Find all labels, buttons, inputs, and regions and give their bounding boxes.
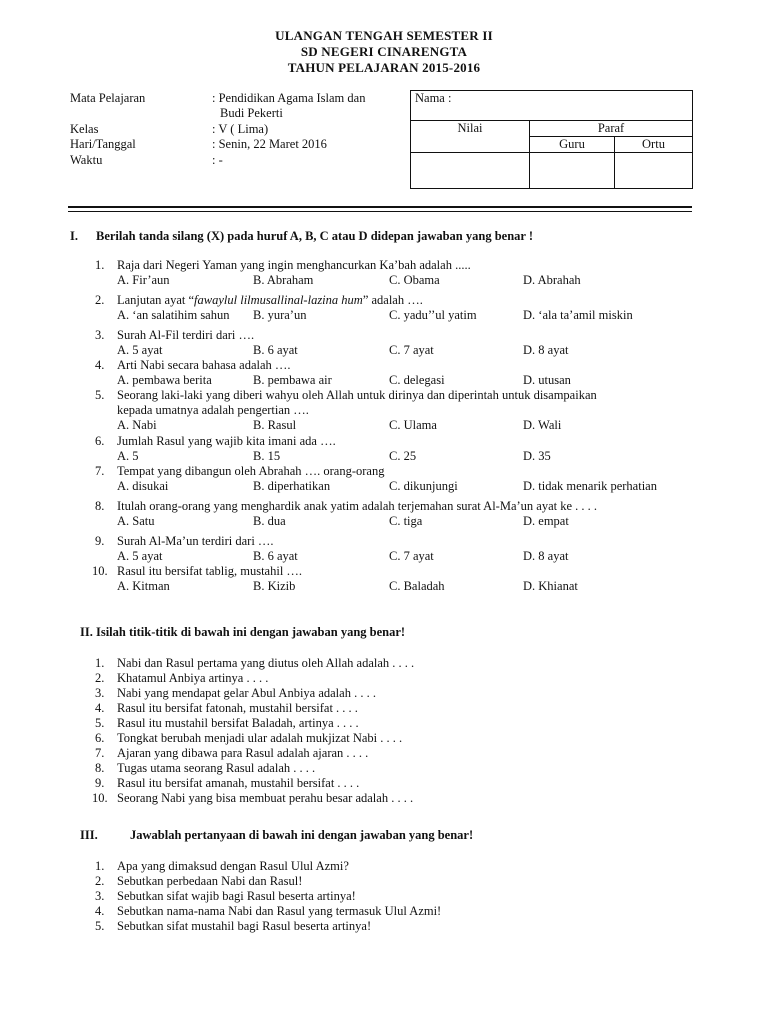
paraf-header: Paraf bbox=[530, 121, 693, 137]
q-number: 7. bbox=[95, 464, 105, 478]
q-number: 3. bbox=[95, 328, 105, 342]
name-label: Nama : bbox=[415, 91, 452, 105]
option-a[interactable]: A. 5 ayat bbox=[117, 549, 163, 563]
item-number: 2. bbox=[95, 874, 105, 888]
option-c[interactable]: C. delegasi bbox=[389, 373, 445, 387]
q-text: Surah Al-Ma’un terdiri dari …. bbox=[117, 534, 274, 548]
option-c[interactable]: C. tiga bbox=[389, 514, 423, 528]
fill-in-item: Rasul itu bersifat fatonah, mustahil bersifat . . . . bbox=[117, 701, 358, 715]
name-field[interactable] bbox=[411, 91, 693, 121]
option-b[interactable]: B. Abraham bbox=[253, 273, 314, 287]
section1-numeral: I. bbox=[70, 229, 78, 243]
divider-thin bbox=[68, 211, 692, 212]
essay-question: Sebutkan perbedaan Nabi dan Rasul! bbox=[117, 874, 303, 888]
option-a[interactable]: A. Nabi bbox=[117, 418, 157, 432]
guru-header: Guru bbox=[530, 137, 615, 153]
q-number: 4. bbox=[95, 358, 105, 372]
option-d[interactable]: D. utusan bbox=[523, 373, 571, 387]
option-b[interactable]: B. 15 bbox=[253, 449, 281, 463]
option-a[interactable]: A. disukai bbox=[117, 479, 169, 493]
q-text: Seorang laki-laki yang diberi wahyu oleh Allah untuk dirinya dan diperintah untuk disampaikan bbox=[117, 388, 597, 402]
subject-label: Mata Pelajaran bbox=[70, 91, 146, 105]
option-c[interactable]: C. Ulama bbox=[389, 418, 437, 432]
q-number: 6. bbox=[95, 434, 105, 448]
q-text: Tempat yang dibangun oleh Abrahah …. orang-orang bbox=[117, 464, 385, 478]
item-number: 1. bbox=[95, 859, 105, 873]
essay-question: Sebutkan sifat mustahil bagi Rasul beserta artinya! bbox=[117, 919, 372, 933]
fill-in-item: Nabi yang mendapat gelar Abul Anbiya adalah . . . . bbox=[117, 686, 376, 700]
time-label: Waktu bbox=[70, 153, 103, 167]
q-text: Itulah orang-orang yang menghardik anak yatim adalah terjemahan surat Al-Ma’un ayat ke . . . . bbox=[117, 499, 598, 513]
option-c[interactable]: C. Baladah bbox=[389, 579, 445, 593]
q-text: Jumlah Rasul yang wajib kita imani ada …. bbox=[117, 434, 336, 448]
q-text: Surah Al-Fil terdiri dari …. bbox=[117, 328, 255, 342]
q-text: Lanjutan ayat “fawaylul lilmusallinal-lazina hum” adalah …. bbox=[117, 293, 423, 307]
item-number: 3. bbox=[95, 889, 105, 903]
q-number: 10. bbox=[92, 564, 108, 578]
school-name: SD NEGERI CINARENGTA bbox=[300, 44, 468, 59]
option-a[interactable]: A. Fir’aun bbox=[117, 273, 170, 287]
subject-value: : Pendidikan Agama Islam dan bbox=[212, 91, 366, 105]
fill-in-item: Tugas utama seorang Rasul adalah . . . . bbox=[117, 761, 316, 775]
section3-title: Jawablah pertanyaan di bawah ini dengan jawaban yang benar! bbox=[130, 828, 474, 842]
q-text: Raja dari Negeri Yaman yang ingin menghancurkan Ka’bah adalah ..... bbox=[117, 258, 471, 272]
fill-in-item: Ajaran yang dibawa para Rasul adalah ajaran . . . . bbox=[117, 746, 369, 760]
option-b[interactable]: B. Rasul bbox=[253, 418, 297, 432]
option-c[interactable]: C. 7 ayat bbox=[389, 343, 434, 357]
q-text-cont: kepada umatnya adalah pengertian …. bbox=[117, 403, 309, 417]
subject-value-cont: Budi Pekerti bbox=[220, 106, 283, 120]
exam-title: ULANGAN TENGAH SEMESTER II bbox=[275, 28, 493, 43]
q-text: Rasul itu bersifat tablig, mustahil …. bbox=[117, 564, 303, 578]
item-number: 4. bbox=[95, 904, 105, 918]
option-a[interactable]: A. Satu bbox=[117, 514, 155, 528]
item-number: 10. bbox=[92, 791, 108, 805]
option-d[interactable]: D. tidak menarik perhatian bbox=[523, 479, 657, 493]
option-d[interactable]: D. 35 bbox=[523, 449, 551, 463]
option-b[interactable]: B. Kizib bbox=[253, 579, 296, 593]
section1-title: Berilah tanda silang (X) pada huruf A, B, C atau D didepan jawaban yang benar ! bbox=[96, 229, 534, 243]
option-a[interactable]: A. ‘an salatihim sahun bbox=[117, 308, 230, 322]
option-a[interactable]: A. 5 bbox=[117, 449, 139, 463]
option-c[interactable]: C. 25 bbox=[389, 449, 417, 463]
score-box bbox=[410, 90, 693, 189]
option-d[interactable]: D. Wali bbox=[523, 418, 562, 432]
section2-title: II. Isilah titik-titik di bawah ini dengan jawaban yang benar! bbox=[80, 625, 406, 639]
option-c[interactable]: C. dikunjungi bbox=[389, 479, 458, 493]
item-number: 4. bbox=[95, 701, 105, 715]
option-d[interactable]: D. Abrahah bbox=[523, 273, 581, 287]
option-a[interactable]: A. 5 ayat bbox=[117, 343, 163, 357]
class-value: : V ( Lima) bbox=[212, 122, 269, 136]
fill-in-item: Seorang Nabi yang bisa membuat perahu besar adalah . . . . bbox=[117, 791, 414, 805]
date-value: : Senin, 22 Maret 2016 bbox=[212, 137, 327, 151]
divider-thick bbox=[68, 206, 692, 208]
option-b[interactable]: B. yura’un bbox=[253, 308, 307, 322]
option-d[interactable]: D. ‘ala ta’amil miskin bbox=[523, 308, 633, 322]
option-b[interactable]: B. pembawa air bbox=[253, 373, 332, 387]
option-b[interactable]: B. 6 ayat bbox=[253, 549, 298, 563]
q-number: 9. bbox=[95, 534, 105, 548]
q-number: 5. bbox=[95, 388, 105, 402]
item-number: 2. bbox=[95, 671, 105, 685]
option-c[interactable]: C. Obama bbox=[389, 273, 440, 287]
option-d[interactable]: D. 8 ayat bbox=[523, 343, 569, 357]
essay-question: Apa yang dimaksud dengan Rasul Ulul Azmi? bbox=[117, 859, 349, 873]
essay-question: Sebutkan nama-nama Nabi dan Rasul yang termasuk Ulul Azmi! bbox=[117, 904, 442, 918]
q-number: 1. bbox=[95, 258, 105, 272]
item-number: 3. bbox=[95, 686, 105, 700]
guru-cell[interactable] bbox=[530, 153, 615, 189]
school-year: TAHUN PELAJARAN 2015-2016 bbox=[287, 60, 481, 75]
option-b[interactable]: B. diperhatikan bbox=[253, 479, 331, 493]
option-c[interactable]: C. 7 ayat bbox=[389, 549, 434, 563]
essay-question: Sebutkan sifat wajib bagi Rasul beserta artinya! bbox=[117, 889, 356, 903]
ortu-header: Ortu bbox=[615, 137, 693, 153]
nilai-header: Nilai bbox=[411, 121, 530, 153]
option-a[interactable]: A. pembawa berita bbox=[117, 373, 212, 387]
fill-in-item: Rasul itu bersifat amanah, mustahil bersifat . . . . bbox=[117, 776, 360, 790]
nilai-cell[interactable] bbox=[411, 153, 530, 189]
option-d[interactable]: D. 8 ayat bbox=[523, 549, 569, 563]
item-number: 8. bbox=[95, 761, 105, 775]
fill-in-item: Tongkat berubah menjadi ular adalah mukjizat Nabi . . . . bbox=[117, 731, 403, 745]
time-value: : - bbox=[212, 153, 223, 167]
class-label: Kelas bbox=[70, 122, 99, 136]
item-number: 7. bbox=[95, 746, 105, 760]
q-number: 8. bbox=[95, 499, 105, 513]
fill-in-item: Rasul itu mustahil bersifat Baladah, artinya . . . . bbox=[117, 716, 359, 730]
item-number: 6. bbox=[95, 731, 105, 745]
fill-in-item: Khatamul Anbiya artinya . . . . bbox=[117, 671, 269, 685]
fill-in-item: Nabi dan Rasul pertama yang diutus oleh Allah adalah . . . . bbox=[117, 656, 415, 670]
section3-numeral: III. bbox=[80, 828, 98, 842]
option-c[interactable]: C. yadu’’ul yatim bbox=[389, 308, 477, 322]
item-number: 1. bbox=[95, 656, 105, 670]
option-d[interactable]: D. Khianat bbox=[523, 579, 578, 593]
item-number: 5. bbox=[95, 716, 105, 730]
option-d[interactable]: D. empat bbox=[523, 514, 569, 528]
ortu-cell[interactable] bbox=[615, 153, 693, 189]
item-number: 9. bbox=[95, 776, 105, 790]
date-label: Hari/Tanggal bbox=[70, 137, 136, 151]
q-text: Arti Nabi secara bahasa adalah …. bbox=[117, 358, 291, 372]
option-a[interactable]: A. Kitman bbox=[117, 579, 170, 593]
q-number: 2. bbox=[95, 293, 105, 307]
item-number: 5. bbox=[95, 919, 105, 933]
option-b[interactable]: B. 6 ayat bbox=[253, 343, 298, 357]
option-b[interactable]: B. dua bbox=[253, 514, 286, 528]
